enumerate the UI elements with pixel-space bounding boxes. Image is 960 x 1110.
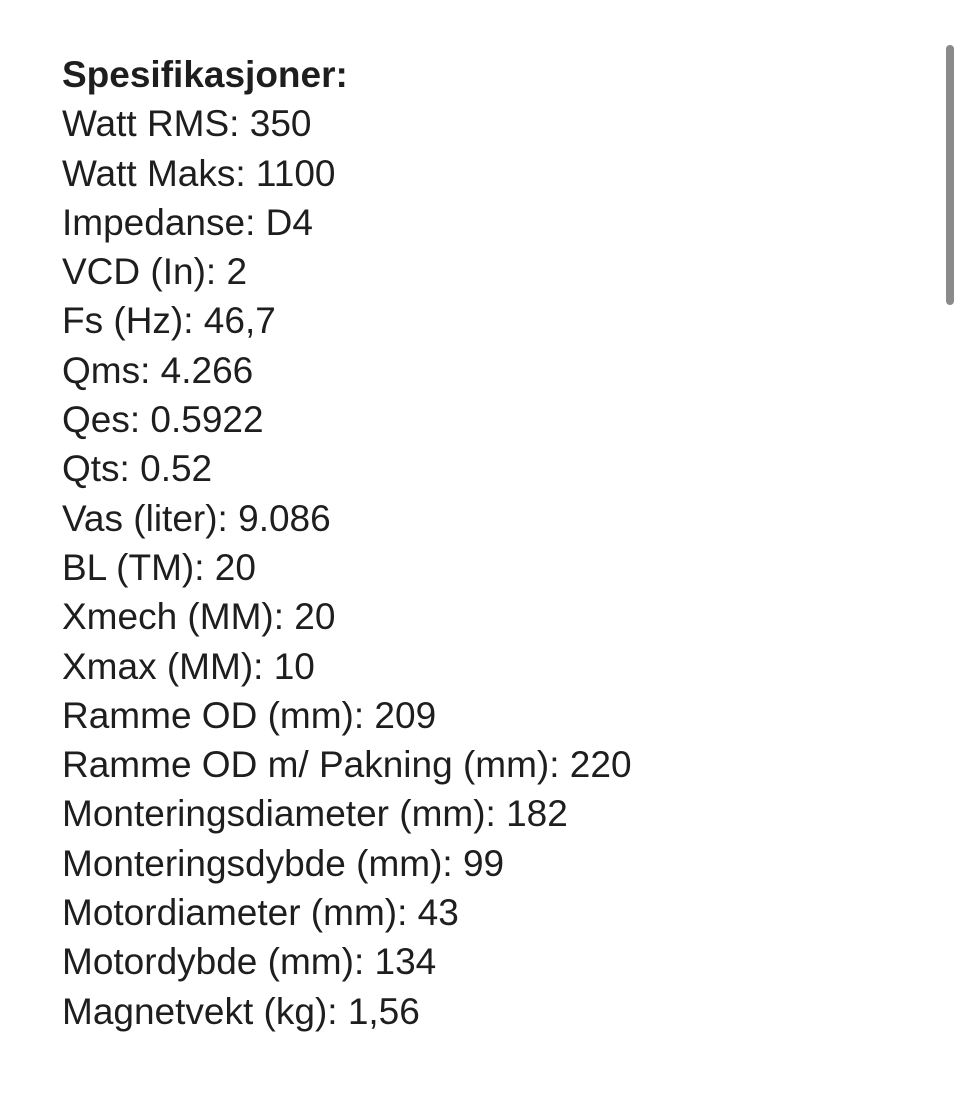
spec-monteringsdybde: Monteringsdybde (mm): 99 — [62, 842, 505, 884]
spec-ramme-od: Ramme OD (mm): 209 — [62, 694, 437, 736]
spec-xmax: Xmax (MM): 10 — [62, 645, 315, 687]
scrollbar-thumb[interactable] — [946, 45, 954, 305]
spec-magnetvekt: Magnetvekt (kg): 1,56 — [62, 990, 420, 1032]
spec-qms: Qms: 4.266 — [62, 349, 254, 391]
spec-qts: Qts: 0.52 — [62, 448, 213, 490]
spec-qes: Qes: 0.5922 — [62, 399, 264, 441]
spec-list — [62, 99, 632, 1036]
spec-ramme-od-pakning: Ramme OD m/ Pakning (mm): 220 — [62, 744, 632, 786]
spec-vcd: VCD (In): 2 — [62, 251, 248, 293]
spec-motordybde: Motordybde (mm): 134 — [62, 941, 437, 983]
spec-watt-rms: Watt RMS: 350 — [62, 103, 312, 145]
spec-bl: BL (TM): 20 — [62, 546, 256, 588]
specifications-heading: Spesifikasjoner: — [62, 54, 348, 95]
spec-motordiameter: Motordiameter (mm): 43 — [62, 892, 459, 934]
spec-fs: Fs (Hz): 46,7 — [62, 300, 276, 342]
spec-watt-maks: Watt Maks: 1100 — [62, 152, 336, 194]
vertical-scrollbar[interactable] — [946, 40, 954, 1080]
spec-xmech: Xmech (MM): 20 — [62, 596, 336, 638]
spec-monteringsdiameter: Monteringsdiameter (mm): 182 — [62, 793, 568, 835]
spec-vas: Vas (liter): 9.086 — [62, 497, 331, 539]
spec-impedanse: Impedanse: D4 — [62, 201, 313, 243]
specifications-section — [62, 50, 632, 1036]
